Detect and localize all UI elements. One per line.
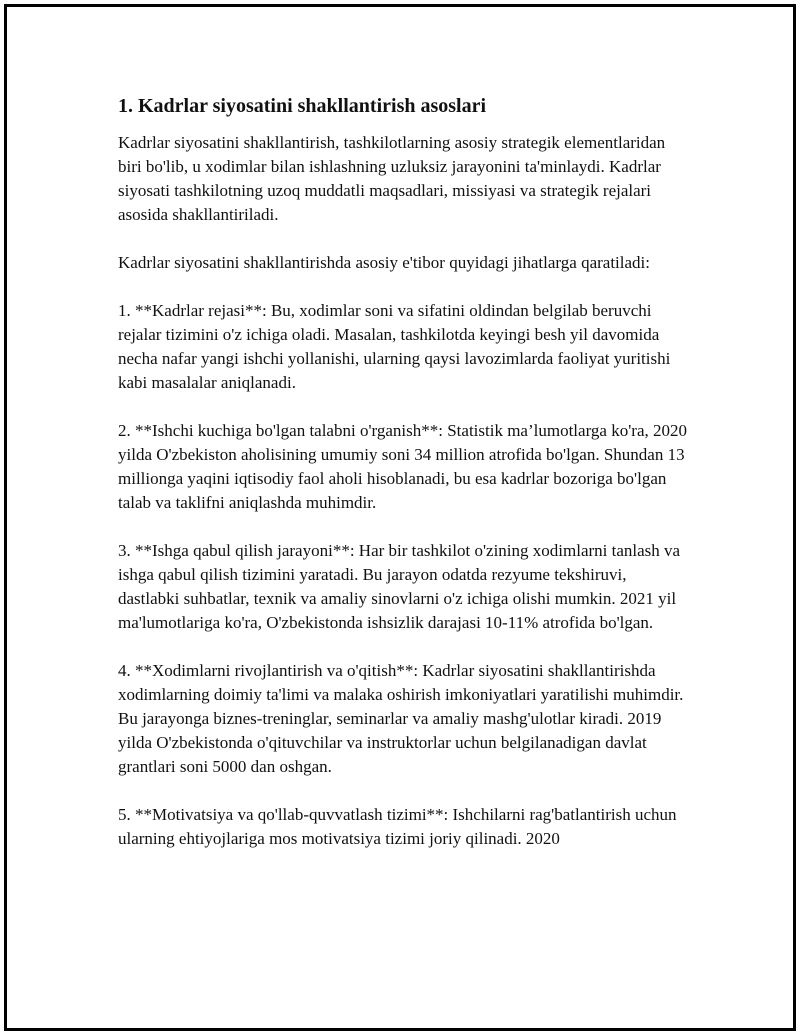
document-body <box>118 93 688 875</box>
list-item-staff-development: 4. **Xodimlarni rivojlantirish va o'qitish**: Kadrlar siyosatini shakllantirishda xodimlarning doimiy ta'limi va malaka oshirish imkoniyatlari yaratilishi muhimdir. Bu jarayonga biznes-treninglar, seminarlar va amaliy mashg'ulotlar kiradi. 2019 yilda O'zbekistonda o'qituvchilar va instruktorlar uchun belgilanadigan davlat grantlari soni 5000 dan oshgan. <box>118 661 684 776</box>
list-item-staff-plan: 1. **Kadrlar rejasi**: Bu, xodimlar soni va sifatini oldindan belgilab beruvchi rejalar tizimini o'z ichiga oladi. Masalan, tashkilotda keyingi besh yil davomida necha nafar yangi ishchi yollanishi, ularning qaysi lavozimlarda faoliyat yuritishi kabi masalalar aniqlanadi. <box>118 301 671 392</box>
list-item-labor-demand: 2. **Ishchi kuchiga bo'lgan talabni o'rganish**: Statistik ma’lumotlarga ko'ra, 2020 yilda O'zbekiston aholisining umumiy soni 34 million atrofida bo'lgan. Shundan 13 millionga yaqini iqtisodiy faol aholi hisoblanadi, bu esa kadrlar bozoriga bo'lgan talab va taklifni aniqlashda muhimdir. <box>118 421 687 512</box>
list-item-motivation: 5. **Motivatsiya va qo'llab-quvvatlash tizimi**: Ishchilarni rag'batlantirish uchun ularning ehtiyojlariga mos motivatsiya tizimi joriy qilinadi. 2020 <box>118 805 677 848</box>
section-heading: 1. Kadrlar siyosatini shakllantirish asoslari <box>118 95 487 117</box>
focus-paragraph: Kadrlar siyosatini shakllantirishda asosiy e'tibor quyidagi jihatlarga qaratiladi: <box>118 253 650 272</box>
intro-paragraph: Kadrlar siyosatini shakllantirish, tashkilotlarning asosiy strategik elementlaridan biri bo'lib, u xodimlar bilan ishlashning uzluksiz jarayonini ta'minlaydi. Kadrlar siyosati tashkilotning uzoq muddatli maqsadlari, missiyasi va strategik rejalari asosida shakllantiriladi. <box>118 133 666 224</box>
list-item-hiring-process: 3. **Ishga qabul qilish jarayoni**: Har bir tashkilot o'zining xodimlarni tanlash va ishga qabul qilish tizimini yaratadi. Bu jarayon odatda rezyume tekshiruvi, dastlabki suhbatlar, texnik va amaliy sinovlarni o'z ichiga olishi mumkin. 2021 yil ma'lumotlariga ko'ra, O'zbekistonda ishsizlik darajasi 10-11% atrofida bo'lgan. <box>118 541 681 632</box>
